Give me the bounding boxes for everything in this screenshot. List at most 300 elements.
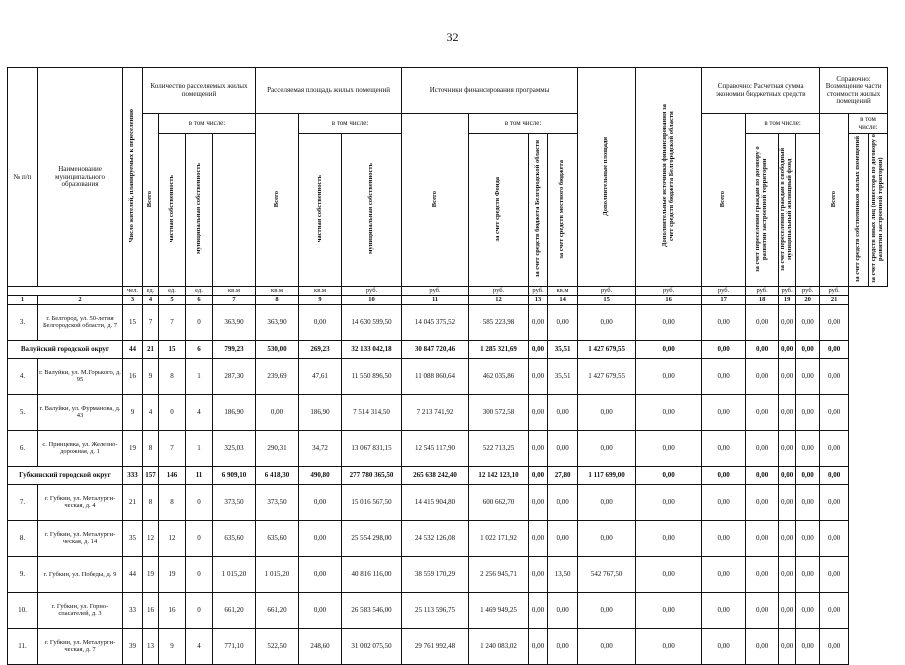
value-cell: 25 113 596,75 — [402, 593, 469, 629]
value-cell: 0,00 — [702, 521, 746, 557]
value-cell: 0,00 — [529, 629, 548, 665]
value-cell: 600 662,70 — [469, 485, 529, 521]
value-cell: 38 559 170,29 — [402, 557, 469, 593]
value-cell: 12 — [159, 521, 186, 557]
value-cell: 0,00 — [529, 395, 548, 431]
subtotal-row — [8, 467, 888, 485]
value-cell: 31 002 075,50 — [342, 629, 402, 665]
row-number: 6. — [8, 431, 38, 467]
value-cell: 7 514 314,50 — [342, 395, 402, 431]
column-index-cell: 14 — [548, 296, 578, 305]
value-cell: 13 — [143, 629, 159, 665]
value-cell: 0,00 — [746, 593, 779, 629]
value-cell: 1 022 171,92 — [469, 521, 529, 557]
value-cell: 0,00 — [779, 485, 796, 521]
value-cell: 15 016 567,50 — [342, 485, 402, 521]
value-cell: 0,00 — [578, 431, 636, 467]
value-cell: 0,00 — [299, 485, 342, 521]
unit-cell: руб. — [796, 287, 820, 296]
table-row — [8, 395, 888, 431]
value-cell: 0,00 — [578, 485, 636, 521]
table-row — [8, 557, 888, 593]
header-funding-total: Всего — [402, 114, 469, 287]
value-cell: 16 — [159, 593, 186, 629]
value-cell: 0,00 — [779, 467, 796, 485]
value-cell: 0 — [186, 557, 213, 593]
column-index-cell: 12 — [469, 296, 529, 305]
row-number: 9. — [8, 557, 38, 593]
value-cell: 0,00 — [820, 485, 849, 521]
header-extra-area: Дополнительные площади — [578, 68, 636, 287]
value-cell: 0,00 — [529, 521, 548, 557]
value-cell: 0,00 — [529, 593, 548, 629]
value-cell: 27,80 — [548, 467, 578, 485]
value-cell: 0,00 — [529, 485, 548, 521]
header-area-group: Расселяемая площадь жилых помещений — [256, 68, 402, 114]
value-cell: 12 — [143, 521, 159, 557]
column-index-cell: 18 — [746, 296, 779, 305]
header-rooms-spacer — [213, 134, 256, 287]
value-cell: 0,00 — [702, 557, 746, 593]
value-cell: 0,00 — [636, 629, 702, 665]
value-cell: 0,00 — [796, 359, 820, 395]
header-area-total: Всего — [256, 114, 299, 287]
value-cell: 19 — [123, 431, 143, 467]
header-rooms-group: Количество расселяемых жилых помещений — [143, 68, 256, 114]
value-cell: 157 — [143, 467, 159, 485]
value-cell: 0,00 — [779, 593, 796, 629]
value-cell: 14 415 904,80 — [402, 485, 469, 521]
value-cell: 14 630 599,50 — [342, 305, 402, 341]
value-cell: 35,51 — [548, 359, 578, 395]
value-cell: 248,60 — [299, 629, 342, 665]
row-number: 11. — [8, 629, 38, 665]
value-cell: 0,00 — [820, 467, 849, 485]
unit-cell: кв.м — [548, 287, 578, 296]
value-cell: 0,00 — [636, 305, 702, 341]
value-cell: 39 — [123, 629, 143, 665]
value-cell: 0,00 — [796, 431, 820, 467]
header-comp-others: за счет средств иных лиц (инвестора по договору о развитии застроенной территории) — [868, 134, 887, 287]
value-cell: 40 816 116,00 — [342, 557, 402, 593]
value-cell: 373,50 — [256, 485, 299, 521]
value-cell: 0,00 — [820, 305, 849, 341]
value-cell: 0,00 — [820, 521, 849, 557]
header-funding-group: Источники финансирования программы — [402, 68, 578, 114]
value-cell: 0,00 — [746, 485, 779, 521]
value-cell: 635,60 — [256, 521, 299, 557]
header-comp-owners: за счет средств собственников жилых помещений — [849, 134, 868, 287]
value-cell: 0,00 — [636, 485, 702, 521]
unit-cell: ед. — [186, 287, 213, 296]
value-cell: 0,00 — [548, 395, 578, 431]
value-cell: 0,00 — [529, 341, 548, 359]
value-cell: 0,00 — [820, 431, 849, 467]
value-cell: 1 469 949,25 — [469, 593, 529, 629]
value-cell: 146 — [159, 467, 186, 485]
value-cell: 9 — [143, 359, 159, 395]
value-cell: 0,00 — [820, 359, 849, 395]
unit-cell: чел. — [123, 287, 143, 296]
value-cell: 0,00 — [529, 467, 548, 485]
value-cell: 0,00 — [548, 431, 578, 467]
table-row — [8, 305, 888, 341]
header-rooms-municipal: муниципальная собственность — [186, 134, 213, 287]
value-cell: 0,00 — [779, 305, 796, 341]
header-savings-group: Справочно: Расчетная сумма экономии бюджетных средств — [702, 68, 820, 114]
value-cell: 11 550 896,50 — [342, 359, 402, 395]
header-regional-budget: за счет средств бюджета Белгородской области — [529, 134, 548, 287]
value-cell: 26 583 546,00 — [342, 593, 402, 629]
value-cell: 0,00 — [820, 341, 849, 359]
table-row — [8, 521, 888, 557]
value-cell: 799,23 — [213, 341, 256, 359]
column-index-cell: 1 — [8, 296, 38, 305]
value-cell: 0,00 — [256, 395, 299, 431]
header-area-municipal: муниципальная собственность — [342, 134, 402, 287]
column-index-cell: 10 — [342, 296, 402, 305]
value-cell: 32 133 042,18 — [342, 341, 402, 359]
header-fund: за счет средств Фонда — [469, 134, 529, 287]
value-cell: 1 427 679,55 — [578, 341, 636, 359]
table-row — [8, 431, 888, 467]
value-cell: 1 015,20 — [256, 557, 299, 593]
value-cell: 34,72 — [299, 431, 342, 467]
value-cell: 0,00 — [796, 629, 820, 665]
value-cell: 373,50 — [213, 485, 256, 521]
value-cell: 0,00 — [820, 395, 849, 431]
value-cell: 0,00 — [636, 557, 702, 593]
column-index-cell: 3 — [123, 296, 143, 305]
unit-cell: руб. — [779, 287, 796, 296]
value-cell: 7 — [159, 431, 186, 467]
table-row — [8, 485, 888, 521]
value-cell: 7 — [143, 305, 159, 341]
value-cell: 35 — [123, 521, 143, 557]
value-cell: 0,00 — [299, 593, 342, 629]
value-cell: 277 780 365,50 — [342, 467, 402, 485]
header-extra-sources: Дополнительные источники финансирования за счет средств бюджета Белгородской области — [636, 68, 702, 287]
header-funding-incl: в том числе: — [469, 114, 578, 134]
column-index-cell: 16 — [636, 296, 702, 305]
value-cell: 186,90 — [213, 395, 256, 431]
value-cell: 13 067 831,15 — [342, 431, 402, 467]
value-cell: 0,00 — [820, 593, 849, 629]
value-cell: 0 — [186, 593, 213, 629]
value-cell: 11 088 860,64 — [402, 359, 469, 395]
value-cell: 4 — [186, 395, 213, 431]
value-cell: 35,51 — [548, 341, 578, 359]
value-cell: 0,00 — [779, 557, 796, 593]
value-cell: 0,00 — [548, 305, 578, 341]
value-cell: 0,00 — [796, 467, 820, 485]
row-number: 10. — [8, 593, 38, 629]
value-cell: 0 — [186, 305, 213, 341]
value-cell: 0,00 — [529, 557, 548, 593]
value-cell: 0,00 — [548, 521, 578, 557]
value-cell: 269,23 — [299, 341, 342, 359]
column-index-cell: 7 — [213, 296, 256, 305]
value-cell: 0,00 — [796, 593, 820, 629]
value-cell: 21 — [123, 485, 143, 521]
value-cell: 290,31 — [256, 431, 299, 467]
unit-cell: руб. — [402, 287, 469, 296]
unit-cell: руб. — [529, 287, 548, 296]
value-cell: 6 418,30 — [256, 467, 299, 485]
value-cell: 0,00 — [636, 431, 702, 467]
column-index-cell: 17 — [702, 296, 746, 305]
value-cell: 0,00 — [820, 557, 849, 593]
value-cell: 0,00 — [636, 395, 702, 431]
value-cell: 1 — [186, 431, 213, 467]
value-cell: 0,00 — [578, 629, 636, 665]
value-cell: 15 — [159, 341, 186, 359]
unit-cell: руб. — [636, 287, 702, 296]
subtotal-row — [8, 341, 888, 359]
value-cell: 16 — [143, 593, 159, 629]
value-cell: 186,90 — [299, 395, 342, 431]
header-residents: Число жителей, планируемых к переселению — [123, 68, 143, 287]
header-savings-dev: за счет переселения граждан по договору о развитии застроенной территории — [746, 134, 779, 287]
column-index-cell: 8 — [256, 296, 299, 305]
address: г. Губкин, ул. Металурги-ческая, д. 4 — [38, 485, 123, 521]
value-cell: 0,00 — [746, 629, 779, 665]
value-cell: 0,00 — [702, 341, 746, 359]
value-cell: 0,00 — [636, 521, 702, 557]
value-cell: 4 — [143, 395, 159, 431]
unit-cell: руб. — [578, 287, 636, 296]
value-cell: 7 213 741,92 — [402, 395, 469, 431]
value-cell: 12 142 123,10 — [469, 467, 529, 485]
header-savings-spacer — [796, 134, 820, 287]
value-cell: 7 — [159, 305, 186, 341]
value-cell: 0,00 — [529, 305, 548, 341]
value-cell: 0,00 — [746, 467, 779, 485]
value-cell: 0 — [159, 395, 186, 431]
table-row — [8, 359, 888, 395]
value-cell: 771,10 — [213, 629, 256, 665]
value-cell: 585 223,98 — [469, 305, 529, 341]
header-comp-total: Всего — [820, 114, 849, 287]
header-local-budget: за счет средств местного бюджета — [548, 134, 578, 287]
value-cell: 12 545 117,90 — [402, 431, 469, 467]
value-cell: 0,00 — [746, 395, 779, 431]
value-cell: 0,00 — [779, 395, 796, 431]
value-cell: 0,00 — [746, 305, 779, 341]
value-cell: 19 — [159, 557, 186, 593]
column-index-cell: 5 — [159, 296, 186, 305]
unit-cell: руб. — [702, 287, 746, 296]
value-cell: 522,50 — [256, 629, 299, 665]
value-cell: 9 — [159, 629, 186, 665]
value-cell: 0,00 — [779, 341, 796, 359]
value-cell: 530,00 — [256, 341, 299, 359]
value-cell: 24 532 126,08 — [402, 521, 469, 557]
value-cell: 0,00 — [746, 359, 779, 395]
value-cell: 0,00 — [548, 485, 578, 521]
address: г. Губкин, ул. Победы, д. 9 — [38, 557, 123, 593]
column-index-cell: 4 — [143, 296, 159, 305]
value-cell: 0,00 — [702, 305, 746, 341]
value-cell: 325,03 — [213, 431, 256, 467]
value-cell: 661,20 — [213, 593, 256, 629]
page-number: 32 — [446, 30, 459, 44]
header-savings-free: за счет переселения граждан в свободный муниципальный жилищный фонд — [779, 134, 796, 287]
unit-cell: ед. — [159, 287, 186, 296]
value-cell: 4 — [186, 629, 213, 665]
value-cell: 0,00 — [578, 305, 636, 341]
column-index-cell: 9 — [299, 296, 342, 305]
column-index-cell: 11 — [402, 296, 469, 305]
value-cell: 0,00 — [529, 359, 548, 395]
table-row — [8, 629, 888, 665]
header-savings-total: Всего — [702, 114, 746, 287]
table-row — [8, 593, 888, 629]
header-rooms-total: Всего — [143, 114, 159, 287]
value-cell: 25 554 298,00 — [342, 521, 402, 557]
value-cell: 300 572,58 — [469, 395, 529, 431]
value-cell: 1 117 699,00 — [578, 467, 636, 485]
address: г. Валуйки, ул. М.Горького, д. 95 — [38, 359, 123, 395]
value-cell: 0 — [186, 485, 213, 521]
value-cell: 661,20 — [256, 593, 299, 629]
value-cell: 33 — [123, 593, 143, 629]
header-name: Наименование муниципального образования — [38, 68, 123, 287]
value-cell: 239,69 — [256, 359, 299, 395]
value-cell: 8 — [159, 485, 186, 521]
unit-cell: руб. — [342, 287, 402, 296]
value-cell: 0,00 — [702, 629, 746, 665]
value-cell: 0,00 — [702, 485, 746, 521]
column-index-cell: 21 — [820, 296, 849, 305]
value-cell: 6 909,10 — [213, 467, 256, 485]
value-cell: 0,00 — [548, 629, 578, 665]
address: г. Губкин, ул. Металурги-ческая, д. 7 — [38, 629, 123, 665]
units-row — [8, 287, 888, 296]
value-cell: 0,00 — [746, 431, 779, 467]
column-index-cell: 19 — [779, 296, 796, 305]
value-cell: 0,00 — [796, 557, 820, 593]
header-area-incl: в том числе: — [299, 114, 402, 134]
value-cell: 2 256 945,71 — [469, 557, 529, 593]
value-cell: 19 — [143, 557, 159, 593]
value-cell: 14 045 375,52 — [402, 305, 469, 341]
value-cell: 0,00 — [578, 521, 636, 557]
value-cell: 1 — [186, 359, 213, 395]
value-cell: 30 847 720,46 — [402, 341, 469, 359]
value-cell: 0,00 — [299, 521, 342, 557]
value-cell: 522 713,25 — [469, 431, 529, 467]
value-cell: 0,00 — [746, 557, 779, 593]
value-cell: 16 — [123, 359, 143, 395]
header-savings-incl: в том числе: — [746, 114, 820, 134]
row-number: 3. — [8, 305, 38, 341]
value-cell: 0,00 — [779, 359, 796, 395]
address: г. Губкин, ул. Горно-спасателей, д. 3 — [38, 593, 123, 629]
value-cell: 1 240 083,02 — [469, 629, 529, 665]
column-index-cell: 6 — [186, 296, 213, 305]
value-cell: 363,90 — [256, 305, 299, 341]
value-cell: 11 — [186, 467, 213, 485]
value-cell: 8 — [143, 431, 159, 467]
value-cell: 1 285 321,69 — [469, 341, 529, 359]
header-compensation-group: Справочно: Возмещение части стоимости жилых помещений — [820, 68, 888, 114]
value-cell: 1 427 679,55 — [578, 359, 636, 395]
address: г. Валуйки, ул. Фурманова, д. 43 — [38, 395, 123, 431]
value-cell: 0,00 — [548, 593, 578, 629]
unit-cell: кв.м — [213, 287, 256, 296]
value-cell: 265 638 242,40 — [402, 467, 469, 485]
value-cell: 0,00 — [702, 593, 746, 629]
unit-cell: руб. — [746, 287, 779, 296]
value-cell: 333 — [123, 467, 143, 485]
value-cell: 0,00 — [299, 557, 342, 593]
row-number: 5. — [8, 395, 38, 431]
unit-cell: кв.м — [299, 287, 342, 296]
resettlement-table — [7, 67, 888, 665]
header-rooms-private: частная собственность — [159, 134, 186, 287]
value-cell: 0,00 — [746, 521, 779, 557]
unit-cell: руб. — [820, 287, 849, 296]
value-cell: 0,00 — [702, 467, 746, 485]
header-area-private: частная собственность — [299, 134, 342, 287]
value-cell: 0,00 — [702, 431, 746, 467]
value-cell: 0,00 — [796, 305, 820, 341]
value-cell: 0,00 — [578, 395, 636, 431]
column-index-cell: 20 — [796, 296, 820, 305]
value-cell: 0,00 — [299, 305, 342, 341]
address: с. Принцевка, ул. Железно-дорожная, д. 1 — [38, 431, 123, 467]
value-cell: 21 — [143, 341, 159, 359]
value-cell: 9 — [123, 395, 143, 431]
value-cell: 13,50 — [548, 557, 578, 593]
value-cell: 0,00 — [779, 629, 796, 665]
value-cell: 1 015,20 — [213, 557, 256, 593]
unit-cell: руб. — [469, 287, 529, 296]
value-cell: 6 — [186, 341, 213, 359]
value-cell: 0,00 — [636, 593, 702, 629]
value-cell: 462 035,86 — [469, 359, 529, 395]
value-cell: 0,00 — [796, 341, 820, 359]
value-cell: 0,00 — [820, 629, 849, 665]
value-cell: 47,61 — [299, 359, 342, 395]
units-blank — [8, 287, 123, 296]
unit-cell: ед. — [143, 287, 159, 296]
value-cell: 490,80 — [299, 467, 342, 485]
value-cell: 0,00 — [636, 467, 702, 485]
column-index-cell: 13 — [529, 296, 548, 305]
row-number: 8. — [8, 521, 38, 557]
column-index-cell: 2 — [38, 296, 123, 305]
value-cell: 287,30 — [213, 359, 256, 395]
value-cell: 0,00 — [702, 395, 746, 431]
district-name: Губкинский городской округ — [8, 467, 123, 485]
value-cell: 0,00 — [636, 359, 702, 395]
value-cell: 44 — [123, 557, 143, 593]
header-comp-incl: в том числе: — [849, 114, 888, 134]
value-cell: 0,00 — [529, 431, 548, 467]
value-cell: 0,00 — [578, 593, 636, 629]
header-rooms-incl: в том числе: — [159, 114, 256, 134]
address: г. Губкин, ул. Металурги-ческая, д. 14 — [38, 521, 123, 557]
value-cell: 635,60 — [213, 521, 256, 557]
value-cell: 15 — [123, 305, 143, 341]
value-cell: 0,00 — [746, 341, 779, 359]
district-name: Валуйский городской округ — [8, 341, 123, 359]
value-cell: 8 — [143, 485, 159, 521]
value-cell: 29 761 992,48 — [402, 629, 469, 665]
value-cell: 0,00 — [636, 341, 702, 359]
